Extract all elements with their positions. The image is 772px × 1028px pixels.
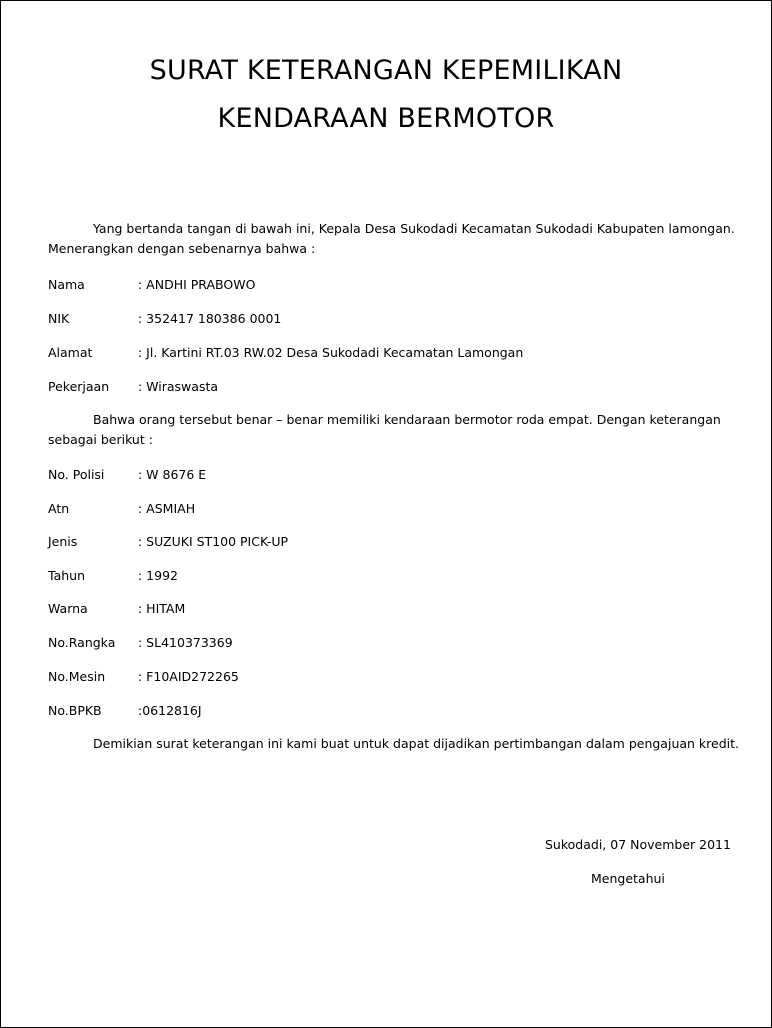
statement-line-2: sebagai berikut : [48, 432, 153, 447]
field-value: : Wiraswasta [138, 379, 219, 394]
intro-paragraph [48, 219, 738, 259]
field-row-jenis [48, 532, 738, 552]
field-label: Pekerjaan [48, 379, 110, 394]
field-label: Nama [48, 277, 85, 292]
field-row-warna [48, 599, 738, 619]
field-row-pekerjaan [48, 377, 738, 397]
document-title-line-2: KENDARAAN BERMOTOR [217, 103, 555, 134]
field-value: : F10AID272265 [138, 669, 239, 684]
field-value: : SL410373369 [138, 635, 233, 650]
field-row-atn [48, 499, 738, 519]
field-label: Tahun [48, 568, 85, 583]
field-row-nik [48, 309, 738, 329]
field-label: No.BPKB [48, 703, 102, 718]
field-label: No.Mesin [48, 669, 106, 684]
field-value: : ASMIAH [138, 501, 196, 516]
field-value: : 1992 [138, 568, 178, 583]
field-row-no-mesin [48, 667, 738, 687]
field-row-nama [48, 275, 738, 295]
field-label: Jenis [48, 534, 78, 549]
field-value: : W 8676 E [138, 467, 207, 482]
field-row-no-bpkb [48, 701, 738, 721]
field-value: :0612816J [138, 703, 202, 718]
field-label: No. Polisi [48, 467, 105, 482]
field-label: Alamat [48, 345, 93, 360]
field-label: Atn [48, 501, 70, 516]
field-row-no-rangka [48, 633, 738, 653]
statement-paragraph [48, 410, 738, 450]
place-date: Sukodadi, 07 November 2011 [545, 837, 731, 852]
acknowledged-label: Mengetahui [591, 871, 665, 886]
field-value: : ANDHI PRABOWO [138, 277, 256, 292]
field-value: : HITAM [138, 601, 186, 616]
intro-line-2: Menerangkan dengan sebenarnya bahwa : [48, 241, 316, 256]
closing-paragraph [48, 734, 738, 754]
field-label: Warna [48, 601, 88, 616]
field-value: : Jl. Kartini RT.03 RW.02 Desa Sukodadi Kecamatan Lamongan [138, 345, 524, 360]
closing-line: Demikian surat keterangan ini kami buat untuk dapat dijadikan pertimbangan dalam pengajuan kredit. [93, 736, 739, 751]
field-label: No.Rangka [48, 635, 116, 650]
field-row-alamat [48, 343, 738, 363]
document-title-line-1: SURAT KETERANGAN KEPEMILIKAN [149, 55, 623, 86]
statement-line-1: Bahwa orang tersebut benar – benar memiliki kendaraan bermotor roda empat. Dengan keterangan [93, 412, 721, 427]
field-value: : SUZUKI ST100 PICK-UP [138, 534, 289, 549]
field-label: NIK [48, 311, 70, 326]
field-value: : 352417 180386 0001 [138, 311, 282, 326]
field-row-no-polisi [48, 465, 738, 485]
field-row-tahun [48, 566, 738, 586]
intro-line-1: Yang bertanda tangan di bawah ini, Kepala Desa Sukodadi Kecamatan Sukodadi Kabupaten lamongan. [93, 221, 735, 236]
